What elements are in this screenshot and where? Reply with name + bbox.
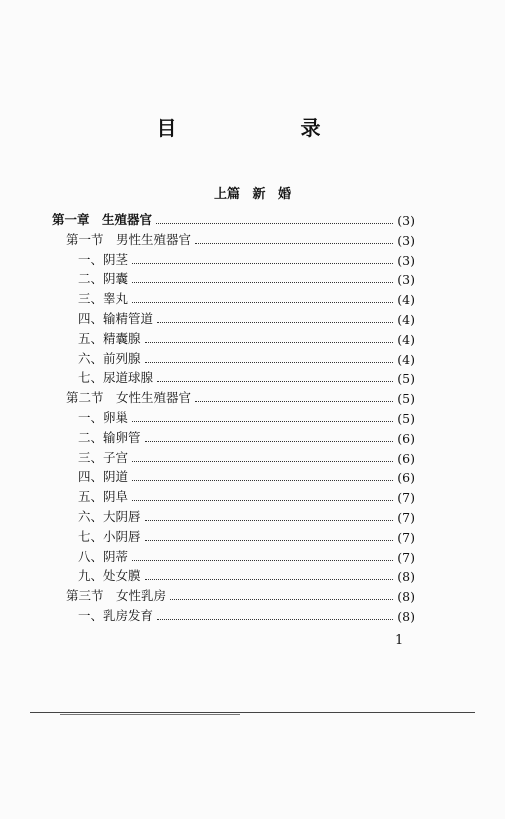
toc-entry-page: (7) bbox=[397, 529, 415, 545]
toc-leader-dots bbox=[132, 263, 393, 264]
toc-entry bbox=[78, 486, 415, 505]
part-heading: 上篇 新 婚 bbox=[213, 187, 292, 202]
toc-entry-page: (7) bbox=[397, 510, 415, 525]
toc-leader-dots bbox=[157, 619, 393, 620]
toc-entry-label: 第一章 生殖器官 bbox=[52, 212, 153, 227]
toc-entry-label: 五、阴阜 bbox=[78, 489, 129, 505]
toc-entry-page: (8) bbox=[397, 589, 415, 605]
page-title: 目 录 bbox=[156, 116, 349, 140]
toc-entry-label: 四、输精管道 bbox=[78, 311, 154, 326]
toc-entry-label: 三、子宫 bbox=[78, 449, 129, 465]
toc-entry-label: 六、大阴唇 bbox=[78, 509, 141, 524]
bottom-rule bbox=[30, 712, 475, 713]
toc-entry bbox=[66, 585, 415, 604]
toc-entry bbox=[78, 367, 415, 386]
toc-leader-dots bbox=[145, 362, 394, 363]
toc-entry-label: 六、前列腺 bbox=[78, 350, 141, 366]
toc-entry-page: (5) bbox=[397, 411, 415, 426]
toc-leader-dots bbox=[170, 599, 393, 600]
toc-entry-page: (3) bbox=[397, 213, 415, 228]
toc-entry bbox=[78, 466, 415, 485]
toc-entry-page: (8) bbox=[397, 609, 415, 624]
toc-leader-dots bbox=[145, 520, 394, 521]
toc-entry-label: 一、乳房发育 bbox=[78, 608, 154, 623]
toc-entry-label: 八、阴蒂 bbox=[78, 548, 129, 564]
toc-leader-dots bbox=[157, 381, 393, 382]
toc-entry-label: 五、精囊腺 bbox=[78, 330, 141, 346]
toc-entry-page: (4) bbox=[397, 312, 415, 327]
toc-leader-dots bbox=[157, 322, 393, 323]
toc-leader-dots bbox=[145, 342, 394, 343]
toc-entry-label: 一、卵巢 bbox=[78, 410, 129, 425]
toc-entry-page: (5) bbox=[397, 371, 415, 387]
toc-entry bbox=[78, 506, 415, 525]
toc-entry bbox=[78, 268, 415, 287]
toc-entry bbox=[78, 348, 415, 367]
toc-entry bbox=[66, 387, 415, 406]
toc-entry bbox=[78, 308, 415, 327]
toc-entry-page: (4) bbox=[397, 331, 415, 347]
toc-entry bbox=[78, 328, 415, 347]
toc-entry-page: (6) bbox=[397, 450, 415, 466]
bottom-rule-shadow bbox=[60, 714, 240, 715]
toc-leader-dots bbox=[156, 223, 393, 224]
toc-entry-page: (3) bbox=[397, 252, 415, 268]
toc-entry bbox=[78, 427, 415, 446]
toc-leader-dots bbox=[145, 579, 394, 580]
toc-leader-dots bbox=[145, 540, 394, 541]
toc-entry-label: 九、处女膜 bbox=[78, 568, 141, 584]
toc-leader-dots bbox=[132, 500, 393, 501]
toc-entry bbox=[78, 407, 415, 426]
toc-entry-page: (3) bbox=[397, 232, 415, 248]
toc-entry-page: (3) bbox=[397, 272, 415, 288]
toc-leader-dots bbox=[132, 560, 393, 561]
toc-leader-dots bbox=[132, 461, 393, 462]
toc-entry bbox=[78, 605, 415, 624]
toc-entry-label: 七、小阴唇 bbox=[78, 528, 141, 544]
toc-entry bbox=[78, 447, 415, 466]
toc-leader-dots bbox=[132, 480, 393, 481]
toc-entry-label: 第二节 女性生殖器官 bbox=[66, 390, 192, 406]
toc-leader-dots bbox=[132, 282, 393, 283]
toc-entry-label: 二、阴囊 bbox=[78, 271, 129, 287]
toc-entry bbox=[78, 249, 415, 268]
toc-leader-dots bbox=[132, 302, 393, 303]
toc-entry bbox=[78, 546, 415, 565]
toc-entry bbox=[78, 526, 415, 545]
toc-entry-label: 四、阴道 bbox=[78, 469, 129, 485]
toc-entry-page: (7) bbox=[397, 490, 415, 506]
toc-leader-dots bbox=[195, 401, 393, 402]
toc-entry bbox=[66, 229, 415, 248]
toc-entry-page: (6) bbox=[397, 470, 415, 486]
toc-entry-label: 第一节 男性生殖器官 bbox=[66, 231, 192, 247]
toc-entry-page: (5) bbox=[397, 391, 415, 407]
toc-entry-label: 三、睾丸 bbox=[78, 291, 129, 307]
toc-leader-dots bbox=[145, 441, 394, 442]
toc-leader-dots bbox=[132, 421, 393, 422]
page-number: 1 bbox=[395, 633, 404, 648]
toc-entry-page: (7) bbox=[397, 549, 415, 565]
toc-entry-label: 二、输卵管 bbox=[78, 429, 141, 445]
toc-entry-page: (4) bbox=[397, 292, 415, 308]
toc-entry-label: 第三节 女性乳房 bbox=[66, 588, 167, 604]
toc-entry-page: (8) bbox=[397, 569, 415, 585]
toc-entry-label: 一、阴茎 bbox=[78, 251, 129, 267]
toc-entry bbox=[52, 209, 415, 228]
toc-leader-dots bbox=[195, 243, 393, 244]
toc-entry bbox=[78, 565, 415, 584]
toc-entry bbox=[78, 288, 415, 307]
toc-entry-page: (4) bbox=[397, 351, 415, 367]
toc-entry-page: (6) bbox=[397, 430, 415, 446]
toc-entry-label: 七、尿道球腺 bbox=[78, 370, 154, 386]
